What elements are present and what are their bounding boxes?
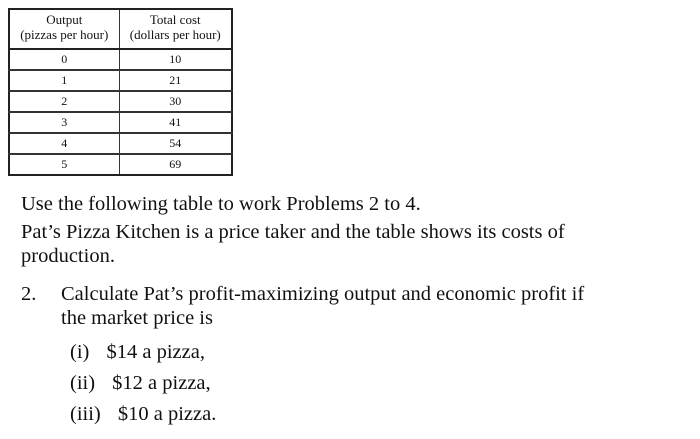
output-cell: 1 bbox=[9, 70, 119, 91]
problem-line: Calculate Pat’s profit-maximizing output and economic profit if bbox=[61, 283, 585, 305]
part-text: $10 a pizza. bbox=[117, 403, 217, 425]
output-cell: 2 bbox=[9, 91, 119, 112]
output-cell: 5 bbox=[9, 154, 119, 175]
output-column-header bbox=[9, 9, 119, 49]
problem-line: the market price is bbox=[61, 307, 213, 329]
output-cell: 4 bbox=[9, 133, 119, 154]
cost-table bbox=[8, 8, 233, 176]
output-cell: 3 bbox=[9, 112, 119, 133]
output-header-unit: (pizzas per hour) bbox=[20, 27, 109, 42]
total-cost-column-header bbox=[119, 9, 232, 49]
total-cost-header-unit: (dollars per hour) bbox=[129, 27, 221, 42]
table-row bbox=[9, 133, 232, 154]
problem-parts-list bbox=[70, 340, 216, 433]
context-line: Pat’s Pizza Kitchen is a price taker and the table shows its costs of bbox=[21, 221, 565, 243]
total-cost-header-title: Total cost bbox=[149, 12, 201, 27]
context-line: production. bbox=[21, 245, 115, 267]
table-row bbox=[9, 112, 232, 133]
list-item bbox=[70, 340, 216, 371]
output-header-title: Output bbox=[46, 12, 83, 27]
intro-sentence: Use the following table to work Problems 2 to 4. bbox=[21, 193, 421, 215]
total-cost-cell: 54 bbox=[119, 133, 232, 154]
context-paragraph bbox=[21, 220, 565, 268]
list-item bbox=[70, 371, 216, 402]
total-cost-cell: 30 bbox=[119, 91, 232, 112]
table-row bbox=[9, 91, 232, 112]
part-label: (iii) bbox=[70, 403, 101, 425]
total-cost-cell: 10 bbox=[119, 49, 232, 70]
total-cost-cell: 41 bbox=[119, 112, 232, 133]
part-label: (i) bbox=[70, 341, 90, 363]
part-text: $12 a pizza, bbox=[112, 372, 211, 394]
table-row bbox=[9, 154, 232, 175]
table-row bbox=[9, 70, 232, 91]
total-cost-cell: 69 bbox=[119, 154, 232, 175]
problem-statement bbox=[61, 282, 584, 330]
table-header-row bbox=[9, 9, 232, 49]
part-text: $14 a pizza, bbox=[106, 341, 205, 363]
total-cost-cell: 21 bbox=[119, 70, 232, 91]
part-label: (ii) bbox=[70, 372, 96, 394]
problem-number: 2. bbox=[21, 283, 37, 305]
table-row bbox=[9, 49, 232, 70]
output-cell: 0 bbox=[9, 49, 119, 70]
list-item bbox=[70, 402, 216, 433]
